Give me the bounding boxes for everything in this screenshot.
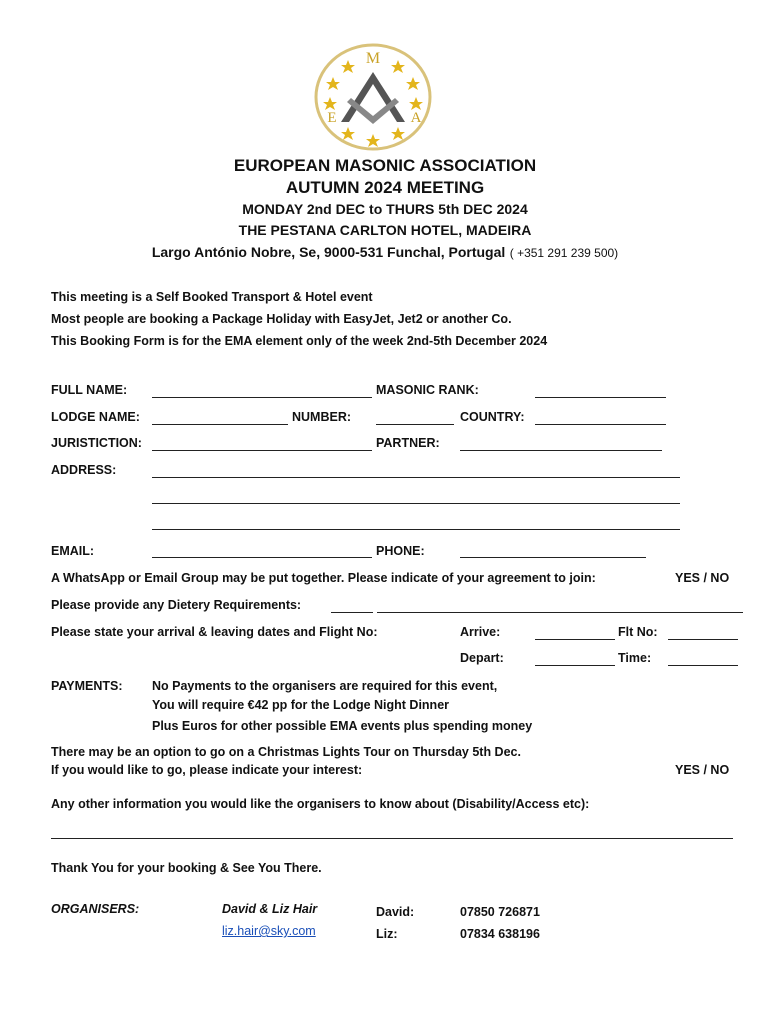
- tour-line-1: There may be an option to go on a Christmas Lights Tour on Thursday 5th Dec.: [51, 745, 521, 759]
- phone-field[interactable]: [460, 557, 646, 558]
- organisers-label: ORGANISERS:: [51, 902, 140, 916]
- time-label: Time:: [618, 651, 652, 665]
- number-field[interactable]: [376, 424, 454, 425]
- payments-label: PAYMENTS:: [51, 679, 123, 693]
- address-field-line-3[interactable]: [152, 529, 680, 530]
- organiser-email-link[interactable]: liz.hair@sky.com: [222, 924, 316, 938]
- other-info-label: Any other information you would like the organisers to know about (Disability/Access etc):: [51, 797, 590, 811]
- jurisdiction-label: JURISTICTION:: [51, 436, 142, 450]
- liz-label: Liz:: [376, 927, 398, 941]
- tour-line-2: If you would like to go, please indicate your interest:: [51, 763, 363, 777]
- email-label: EMAIL:: [51, 544, 95, 558]
- partner-label: PARTNER:: [376, 436, 440, 450]
- full-name-field[interactable]: [152, 397, 372, 398]
- address-label: ADDRESS:: [51, 463, 117, 477]
- flt-no-label: Flt No:: [618, 625, 658, 639]
- arrive-label: Arrive:: [460, 625, 501, 639]
- partner-field[interactable]: [460, 450, 662, 451]
- hotel-address-row: [0, 244, 770, 262]
- lodge-name-label: LODGE NAME:: [51, 410, 140, 424]
- hotel-name: THE PESTANA CARLTON HOTEL, MADEIRA: [238, 222, 532, 238]
- hotel-address: Largo António Nobre, Se, 9000-531 Funchal, Portugal: [151, 244, 506, 260]
- payments-line-2: You will require €42 pp for the Lodge Night Dinner: [152, 698, 450, 712]
- phone-label: PHONE:: [376, 544, 425, 558]
- logo-letter-m: M: [365, 50, 381, 67]
- flt-no-field[interactable]: [668, 639, 738, 640]
- depart-field[interactable]: [535, 665, 615, 666]
- meeting-dates: MONDAY 2nd DEC to THURS 5th DEC 2024: [242, 201, 528, 217]
- thanks-text: Thank You for your booking & See You There.: [51, 861, 322, 875]
- masonic-rank-label: MASONIC RANK:: [376, 383, 479, 397]
- email-field[interactable]: [152, 557, 372, 558]
- time-field[interactable]: [668, 665, 738, 666]
- full-name-label: FULL NAME:: [51, 383, 128, 397]
- jurisdiction-field[interactable]: [152, 450, 372, 451]
- dietary-label: Please provide any Dietery Requirements:: [51, 598, 302, 612]
- organiser-names: David & Liz Hair: [222, 902, 318, 916]
- david-label: David:: [376, 905, 415, 919]
- flights-label: Please state your arrival & leaving dates and Flight No:: [51, 625, 378, 639]
- arrive-field[interactable]: [535, 639, 615, 640]
- title-association: EUROPEAN MASONIC ASSOCIATION: [233, 156, 537, 175]
- whatsapp-question: A WhatsApp or Email Group may be put together. Please indicate of your agreement to join:: [51, 571, 596, 585]
- logo-letter-e: E: [327, 110, 337, 126]
- ema-logo: [313, 42, 433, 152]
- logo-letter-a: A: [410, 110, 422, 126]
- other-info-field[interactable]: [51, 838, 733, 839]
- dietary-field-short[interactable]: [331, 612, 373, 613]
- title-meeting: AUTUMN 2024 MEETING: [285, 178, 485, 197]
- tour-yes-no[interactable]: YES / NO: [675, 763, 730, 777]
- lodge-name-field[interactable]: [152, 424, 288, 425]
- hotel-phone: ( +351 291 239 500): [509, 246, 619, 260]
- liz-phone: 07834 638196: [460, 927, 540, 941]
- intro-line-2: Most people are booking a Package Holiday with EasyJet, Jet2 or another Co.: [51, 312, 512, 326]
- whatsapp-yes-no[interactable]: YES / NO: [675, 571, 730, 585]
- number-label: NUMBER:: [292, 410, 352, 424]
- masonic-rank-field[interactable]: [535, 397, 666, 398]
- dietary-field[interactable]: [377, 612, 743, 613]
- country-field[interactable]: [535, 424, 666, 425]
- david-phone: 07850 726871: [460, 905, 540, 919]
- address-field-line-2[interactable]: [152, 503, 680, 504]
- country-label: COUNTRY:: [460, 410, 525, 424]
- depart-label: Depart:: [460, 651, 504, 665]
- payments-line-1: No Payments to the organisers are required for this event,: [152, 679, 498, 693]
- intro-line-1: This meeting is a Self Booked Transport & Hotel event: [51, 290, 373, 304]
- payments-line-3: Plus Euros for other possible EMA events plus spending money: [152, 719, 533, 733]
- intro-line-3: This Booking Form is for the EMA element only of the week 2nd-5th December 2024: [51, 334, 548, 348]
- address-field-line-1[interactable]: [152, 477, 680, 478]
